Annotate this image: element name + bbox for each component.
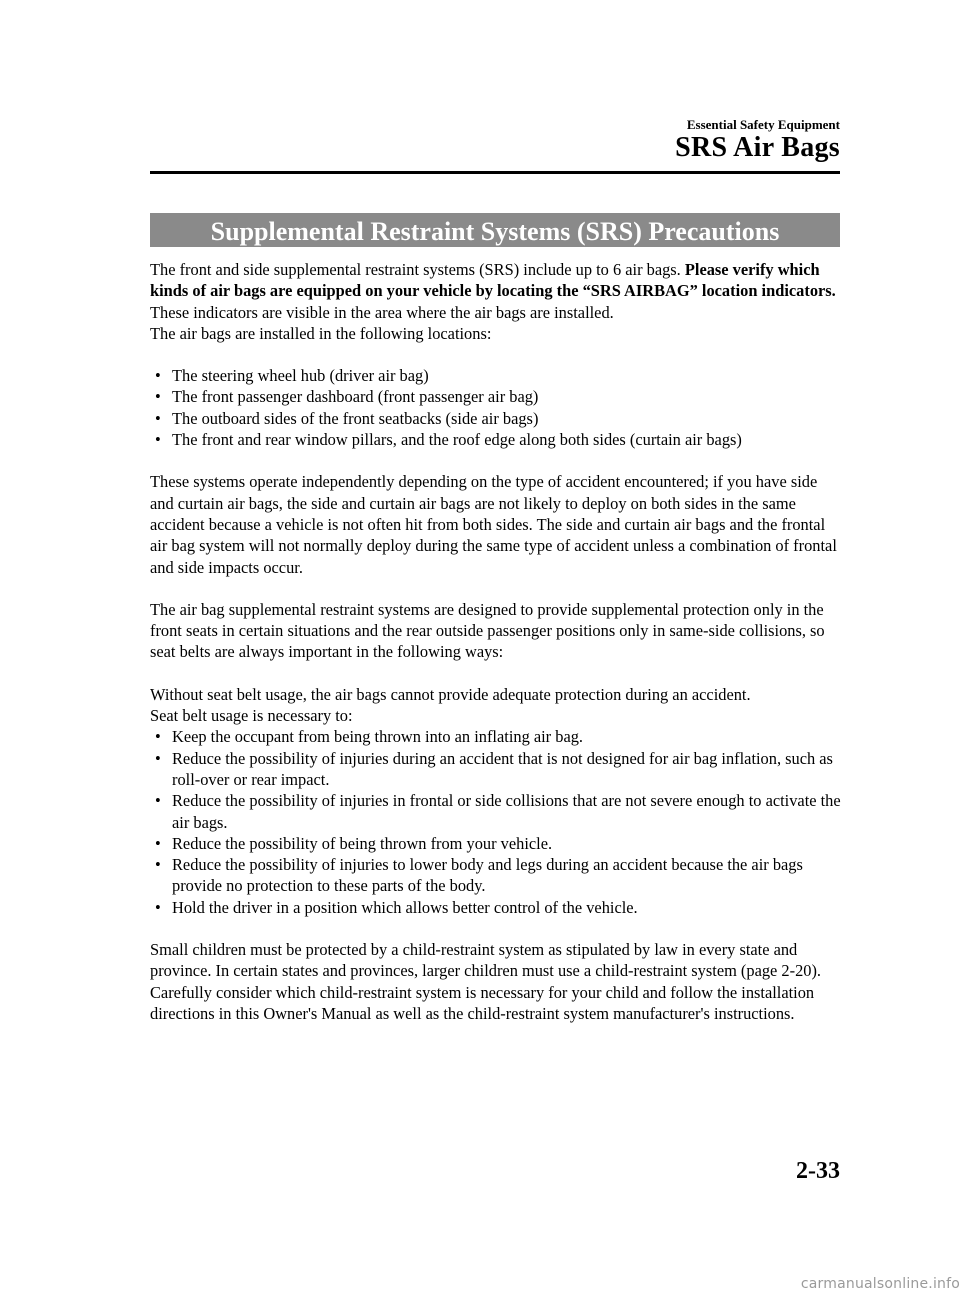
list-item: • The steering wheel hub (driver air bag) [150,365,842,386]
seatbelt-lead: Without seat belt usage, the air bags cannot provide adequate protection during an accident. [150,684,751,704]
list-item: • Reduce the possibility of injuries in frontal or side collisions that are not severe enough to activate the air bags. [150,790,842,833]
locations-lead: The air bags are installed in the following locations: [150,323,492,343]
intro-text-end: These indicators are visible in the area where the air bags are installed. [150,302,614,322]
list-item: • The outboard sides of the front seatbacks (side air bags) [150,408,842,429]
children-paragraph-2: Carefully consider which child-restraint system is necessary for your child and follow the installation directions in this Owner's Manual as well as the child-restraint system manufacturer's instructions. [150,982,815,1023]
page-title: SRS Air Bags [675,132,840,163]
section-banner: Supplemental Restraint Systems (SRS) Precautions [150,213,840,247]
designed-paragraph: The air bag supplemental restraint systems are designed to provide supplemental protection only in the front seats in certain situations and the rear outside passenger positions only in same-side collisions, so seat belts are always important in the following ways: [150,599,825,662]
list-item: • Hold the driver in a position which allows better control of the vehicle. [150,897,842,918]
intro-paragraph [150,259,842,323]
page-number: 2-33 [796,1158,840,1184]
seatbelt-lead-2: Seat belt usage is necessary to: [150,706,353,726]
intro-text: The front and side supplemental restraint systems (SRS) include up to 6 air bags. [150,260,685,279]
page-content [150,259,842,1024]
seatbelt-list [150,726,842,918]
section-label: Essential Safety Equipment [686,117,840,132]
locations-list [150,365,842,450]
header-divider [150,171,840,174]
independent-paragraph: These systems operate independently depending on the type of accident encountered; if you have side and curtain air bags, the side and curtain air bags are not likely to deploy on both sides in the same accident because a vehicle is not often hit from both sides. The side and curtain air bags and the frontal air bag system will not normally deploy during the same type of accident unless a combination of frontal and side impacts occur. [150,472,837,577]
intro-bold-text: Please verify which kinds of air bags are equipped on your vehicle by locating the “SRS AIRBAG” location indicators. [150,260,836,301]
list-item: • The front passenger dashboard (front passenger air bag) [150,386,842,407]
list-item: • Reduce the possibility of injuries during an accident that is not designed for air bag inflation, such as roll-over or rear impact. [150,748,842,791]
list-item: • Reduce the possibility of being thrown from your vehicle. [150,833,842,854]
list-item: • The front and rear window pillars, and the roof edge along both sides (curtain air bags) [150,429,842,450]
watermark: carmanualsonline.info [800,1276,960,1292]
children-paragraph: Small children must be protected by a child-restraint system as stipulated by law in every state and province. In certain states and provinces, larger children must use a child-restraint system (page 2-20). [150,940,822,981]
list-item: • Keep the occupant from being thrown into an inflating air bag. [150,726,842,747]
list-item: • Reduce the possibility of injuries to lower body and legs during an accident because the air bags provide no protection to these parts of the body. [150,854,842,897]
